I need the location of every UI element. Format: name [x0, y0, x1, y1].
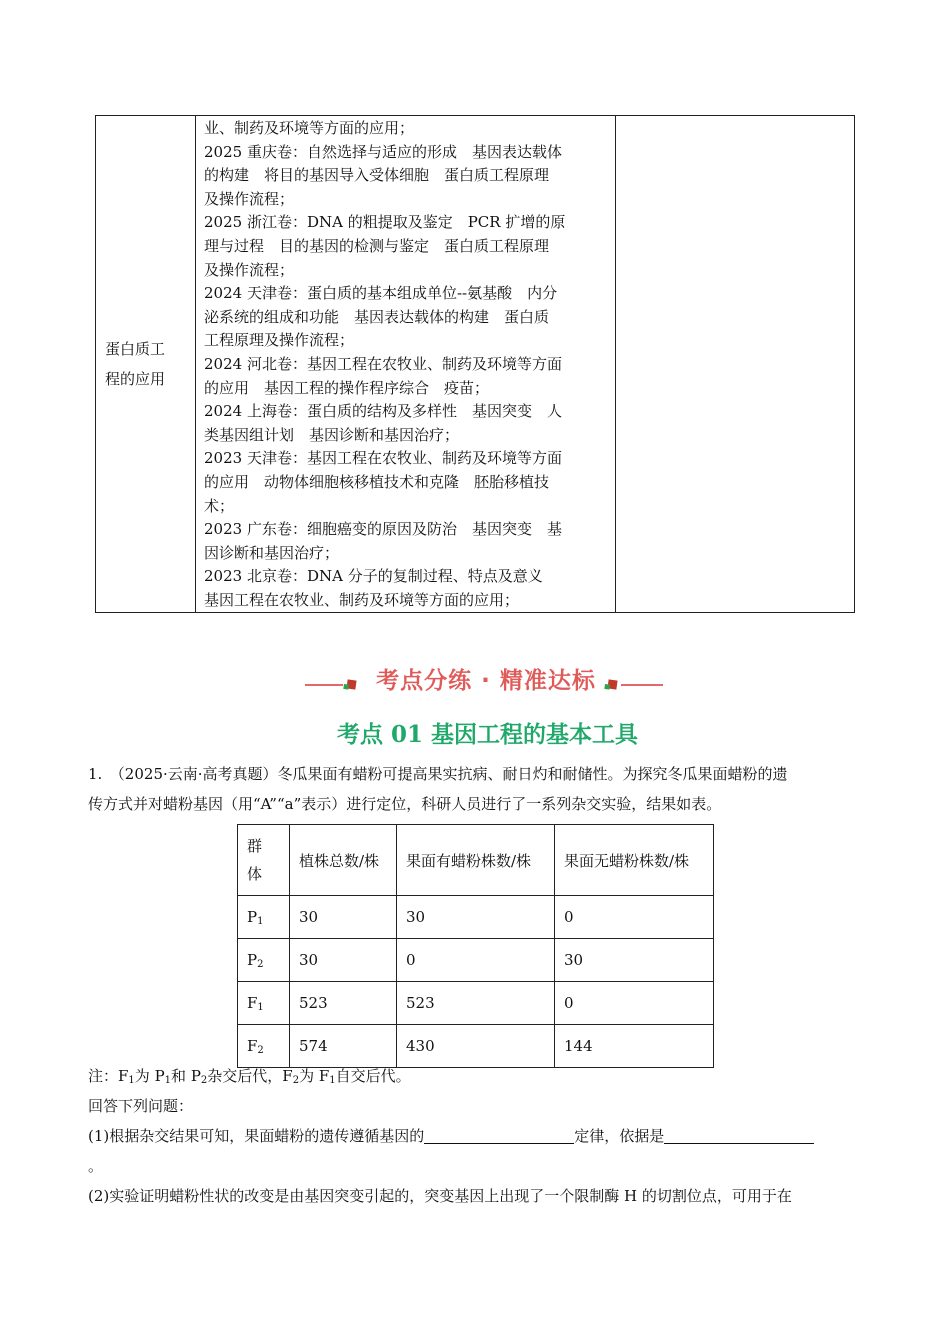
total-cell: 523	[290, 982, 397, 1025]
sub-question-1: (1)根据杂交结果可知，果面蜡粉的遗传遵循基因的 定律，依据是	[88, 1122, 868, 1150]
answer-prompt: 回答下列问题：	[88, 1097, 194, 1115]
table-row	[238, 939, 714, 982]
sub-question-2: (2)实验证明蜡粉性状的改变是由基因突变引起的，突变基因上出现了一个限制酶 H 的切割位点，可用于在	[88, 1187, 792, 1205]
banner-square-icon	[607, 679, 617, 689]
banner-square-icon	[346, 679, 356, 689]
group-cell: $F_1$	[238, 982, 290, 1025]
exam-line: 因诊断和基因治疗；	[204, 543, 340, 562]
exam-line: 的应用 基因工程的操作程序综合 疫苗；	[204, 378, 490, 397]
sub-question-1-end: 。	[88, 1157, 104, 1175]
exam-line: 2025 重庆卷：自然选择与适应的形成 基因表达载体	[204, 142, 562, 161]
exam-line: 2023 北京卷：DNA 分子的复制过程、特点及意义	[204, 567, 543, 586]
exam-line: 理与过程 目的基因的检测与鉴定 蛋白质工程原理	[204, 236, 550, 255]
exam-line: 类基因组计划 基因诊断和基因治疗；	[204, 425, 460, 444]
section-title: 考点 01 基因工程的基本工具	[336, 721, 639, 748]
exam-line: 2024 河北卷：基因工程在农牧业、制药及环境等方面	[204, 354, 562, 373]
total-cell: 574	[290, 1025, 397, 1068]
answer-blank[interactable]	[664, 1127, 814, 1144]
header-cell: 果面无蜡粉株数/株	[555, 825, 714, 896]
exam-line: 及操作流程；	[204, 189, 295, 208]
table-note: 注：$F_1$为 $P_1$和 $P_2$杂交后代，$F_2$为 $F_1$自交后代。	[88, 1067, 411, 1086]
exam-line: 术；	[204, 496, 235, 515]
category-line: 蛋白质工	[105, 340, 166, 359]
group-cell: $P_1$	[238, 896, 290, 939]
without-wax-cell: 0	[555, 982, 714, 1025]
cross-results-table	[237, 824, 714, 1068]
exam-line: 2025 浙江卷：DNA 的粗提取及鉴定 PCR 扩增的原	[204, 213, 566, 232]
table-row	[238, 982, 714, 1025]
table-header-row	[238, 825, 714, 896]
group-cell: $P_2$	[238, 939, 290, 982]
with-wax-cell: 430	[397, 1025, 555, 1068]
question-1-line: 传方式并对蜡粉基因（用“A”“a”表示）进行定位，科研人员进行了一系列杂交实验，结果如表。	[88, 795, 722, 813]
section-banner	[305, 660, 665, 700]
with-wax-cell: 0	[397, 939, 555, 982]
exam-line: 基因工程在农牧业、制药及环境等方面的应用；	[204, 590, 520, 609]
exam-line: 工程原理及操作流程；	[204, 331, 355, 350]
category-cell	[96, 116, 196, 613]
exam-line: 的应用 动物体细胞核移植技术和克隆 胚胎移植技	[204, 472, 550, 491]
with-wax-cell: 523	[397, 982, 555, 1025]
exam-line: 业、制药及环境等方面的应用；	[204, 119, 415, 137]
exam-line: 2023 广东卷：细胞癌变的原因及防治 基因突变 基	[204, 520, 562, 539]
exam-line: 2024 上海卷：蛋白质的结构及多样性 基因突变 人	[204, 402, 562, 421]
empty-cell	[616, 116, 855, 613]
answer-blank[interactable]	[424, 1127, 574, 1144]
group-cell: $F_2$	[238, 1025, 290, 1068]
total-cell: 30	[290, 939, 397, 982]
category-line: 程的应用	[105, 370, 166, 389]
table-row	[238, 896, 714, 939]
banner-rule-right	[621, 684, 663, 686]
exam-line: 及操作流程；	[204, 260, 295, 279]
exam-list-cell	[196, 116, 616, 613]
with-wax-cell: 30	[397, 896, 555, 939]
question-1-line: 1. （2025·云南·高考真题）冬瓜果面有蜡粉可提高果实抗病、耐日灼和耐储性。为探究冬瓜果面蜡粉的遗	[88, 765, 788, 783]
exam-line: 的构建 将目的基因导入受体细胞 蛋白质工程原理	[204, 166, 550, 185]
exam-line: 2024 天津卷：蛋白质的基本组成单位--氨基酸 内分	[204, 284, 558, 303]
banner-rule-left	[305, 684, 343, 686]
without-wax-cell: 144	[555, 1025, 714, 1068]
without-wax-cell: 0	[555, 896, 714, 939]
exam-line: 2023 天津卷：基因工程在农牧业、制药及环境等方面	[204, 449, 562, 468]
header-cell: 果面有蜡粉株数/株	[397, 825, 555, 896]
header-cell: 群体	[238, 825, 290, 896]
exam-line: 泌系统的组成和功能 基因表达载体的构建 蛋白质	[204, 307, 550, 326]
total-cell: 30	[290, 896, 397, 939]
header-cell: 植株总数/株	[290, 825, 397, 896]
banner-text: 考点分练 · 精准达标	[376, 668, 596, 694]
without-wax-cell: 30	[555, 939, 714, 982]
exam-distribution-table	[95, 115, 855, 613]
